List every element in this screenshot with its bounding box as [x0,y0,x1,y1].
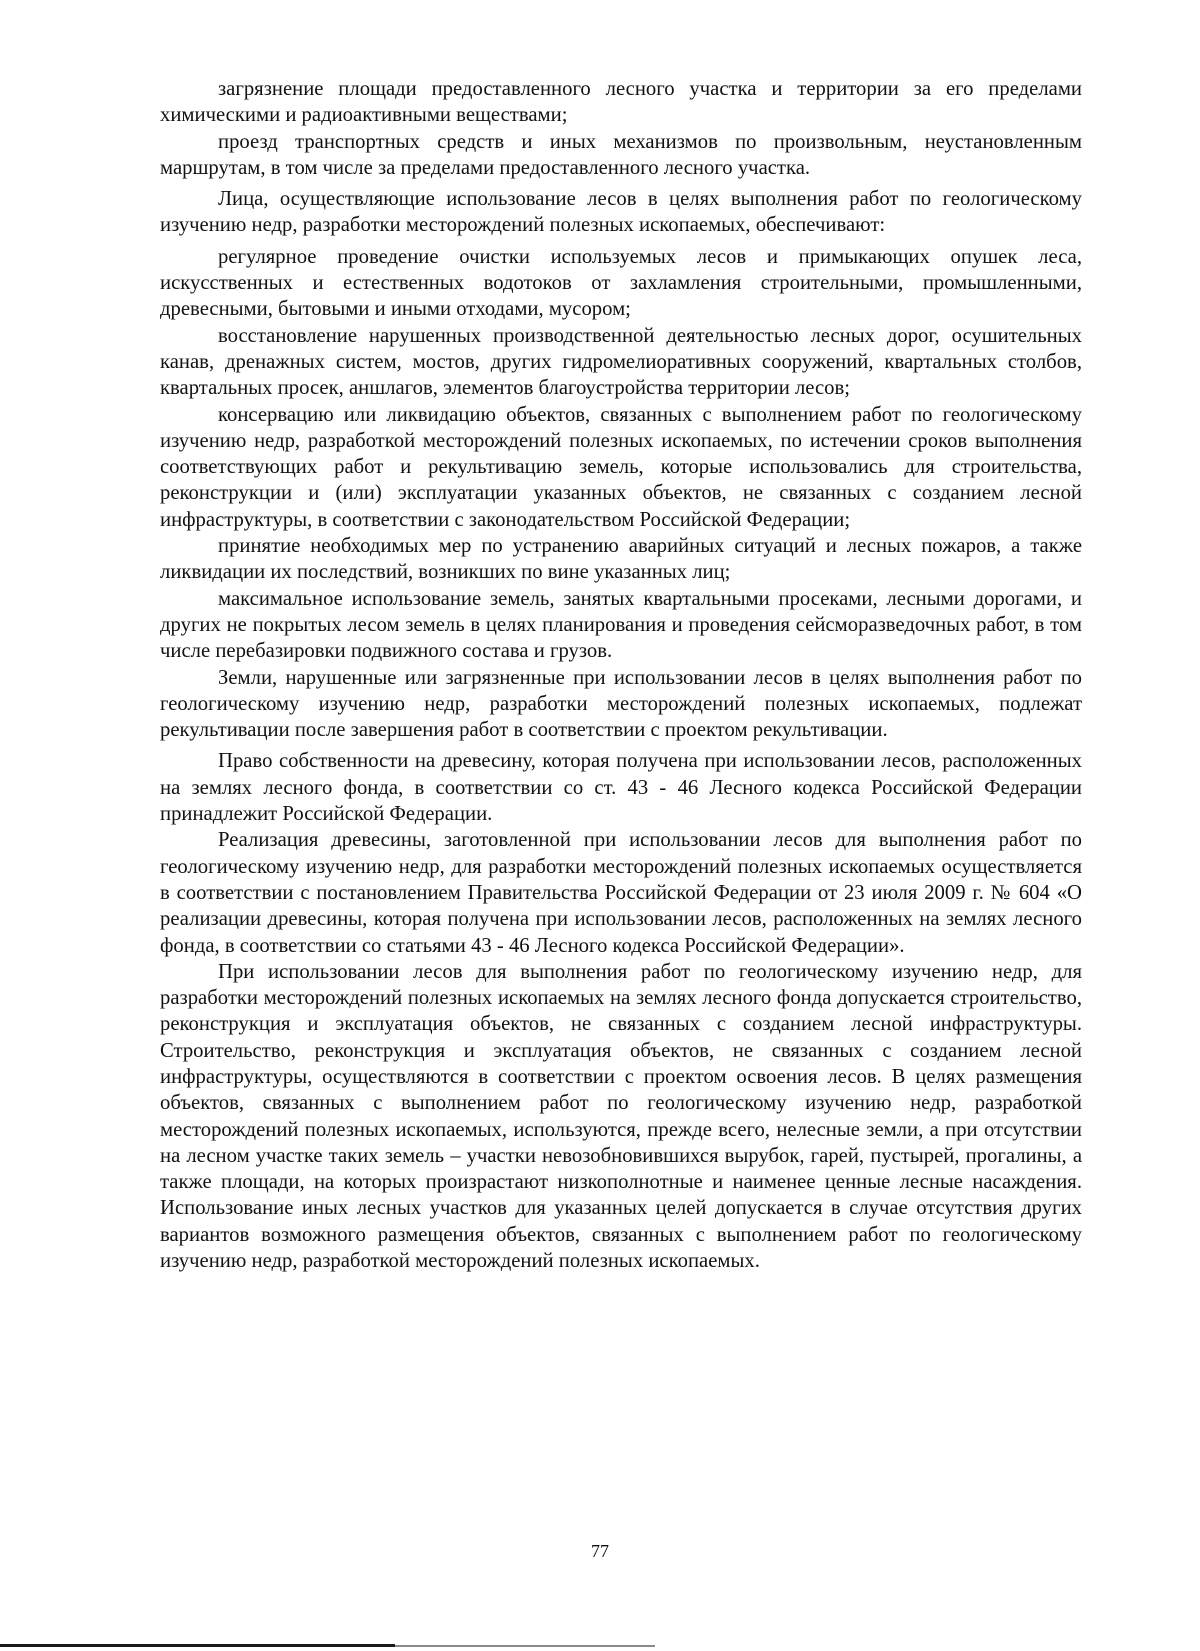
paragraph-cleaning: регулярное проведение очистки используемых лесов и примыкающих опушек леса, искусственных и естественных водотоков от захламления строительными, промышленными, древесными, бытовыми и иными отходами, мусором; [160,245,1082,321]
paragraph-conservation: консервацию или ликвидацию объектов, связанных с выполнением работ по геологическому изучению недр, разработкой месторождений полезных ископаемых, по истечении сроков выполнения соответствующих работ и рекультивацию земель, которые использовались для строительства, реконструкции и (или) эксплуатации указанных объектов, не связанных с созданием лесной инфраструктуры, в соответствии с законодательством Российской Федерации; [160,403,1082,531]
paragraph-vehicle-passage: проезд транспортных средств и иных механизмов по произвольным, неустановленным маршрутам, в том числе за пределами предоставленного лесного участка. [160,130,1082,179]
paragraph-construction: При использовании лесов для выполнения работ по геологическому изучению недр, для разработки месторождений полезных ископаемых на землях лесного фонда допускается строительство, реконструкция и эксплуатация объектов, не связанных с созданием лесной инфраструктуры. Строительство, реконструкция и эксплуатация объектов, не связанных с созданием лесной инфраструктуры, осуществляются в соответствии с проектом освоения лесов. В целях размещения объектов, связанных с выполнением работ по геологическому изучению недр, разработкой месторождений полезных ископаемых, используются, прежде всего, нелесные земли, а при отсутствии на лесном участке таких земель – участки невозобновившихся вырубок, гарей, пустырей, прогалины, а также площади, на которых произрастают низкополнотные и наименее ценные лесные насаждения. Использование иных лесных участков для указанных целей допускается в случае отсутствия других вариантов возможного размещения объектов, связанных с выполнением работ по геологическому изучению недр, разработкой месторождений полезных ископаемых. [160,960,1082,1273]
paragraph-restoration: восстановление нарушенных производственной деятельностью лесных дорог, осушительных канав, дренажных систем, мостов, других гидромелиоративных сооружений, квартальных столбов, квартальных просек, аншлагов, элементов благоустройства территории лесов; [160,324,1082,400]
scan-edge-line-faint [395,1645,655,1647]
paragraph-timber-sale: Реализация древесины, заготовленной при использовании лесов для выполнения работ по геологическому изучению недр, для разработки месторождений полезных ископаемых осуществляется в соответствии с постановлением Правительства Российской Федерации от 23 июля 2009 г. № 604 «О реализации древесины, которая получена при использовании лесов, расположенных на землях лесного фонда, в соответствии со статьями 43 - 46 Лесного кодекса Российской Федерации». [160,829,1082,957]
paragraph-max-land-use: максимальное использование земель, занятых квартальными просеками, лесными дорогами, и других не покрытых лесом земель в целях планирования и проведения сейсморазведочных работ, в том числе перебазировки подвижного состава и грузов. [160,587,1082,663]
page-number: 77 [591,1541,609,1561]
scan-edge-line [0,1644,395,1647]
paragraph-emergency-measures: принятие необходимых мер по устранению аварийных ситуаций и лесных пожаров, а также ликвидации их последствий, возникших по вине указанных лиц; [160,535,1082,584]
body-text [160,76,1082,1274]
paragraph-contamination: загрязнение площади предоставленного лесного участка и территории за его пределами химическими и радиоактивными веществами; [160,78,1082,127]
paragraph-timber-ownership: Право собственности на древесину, которая получена при использовании лесов, расположенных на землях лесного фонда, в соответствии со ст. 43 - 46 Лесного кодекса Российской Федерации принадлежит Российской Федерации. [160,750,1082,826]
paragraph-obligations-intro: Лица, осуществляющие использование лесов в целях выполнения работ по геологическому изучению недр, разработки месторождений полезных ископаемых, обеспечивают: [160,188,1082,237]
paragraph-reclamation: Земли, нарушенные или загрязненные при использовании лесов в целях выполнения работ по геологическому изучению недр, разработки месторождений полезных ископаемых, подлежат рекультивации после завершения работ в соответствии с проектом рекультивации. [160,666,1082,742]
